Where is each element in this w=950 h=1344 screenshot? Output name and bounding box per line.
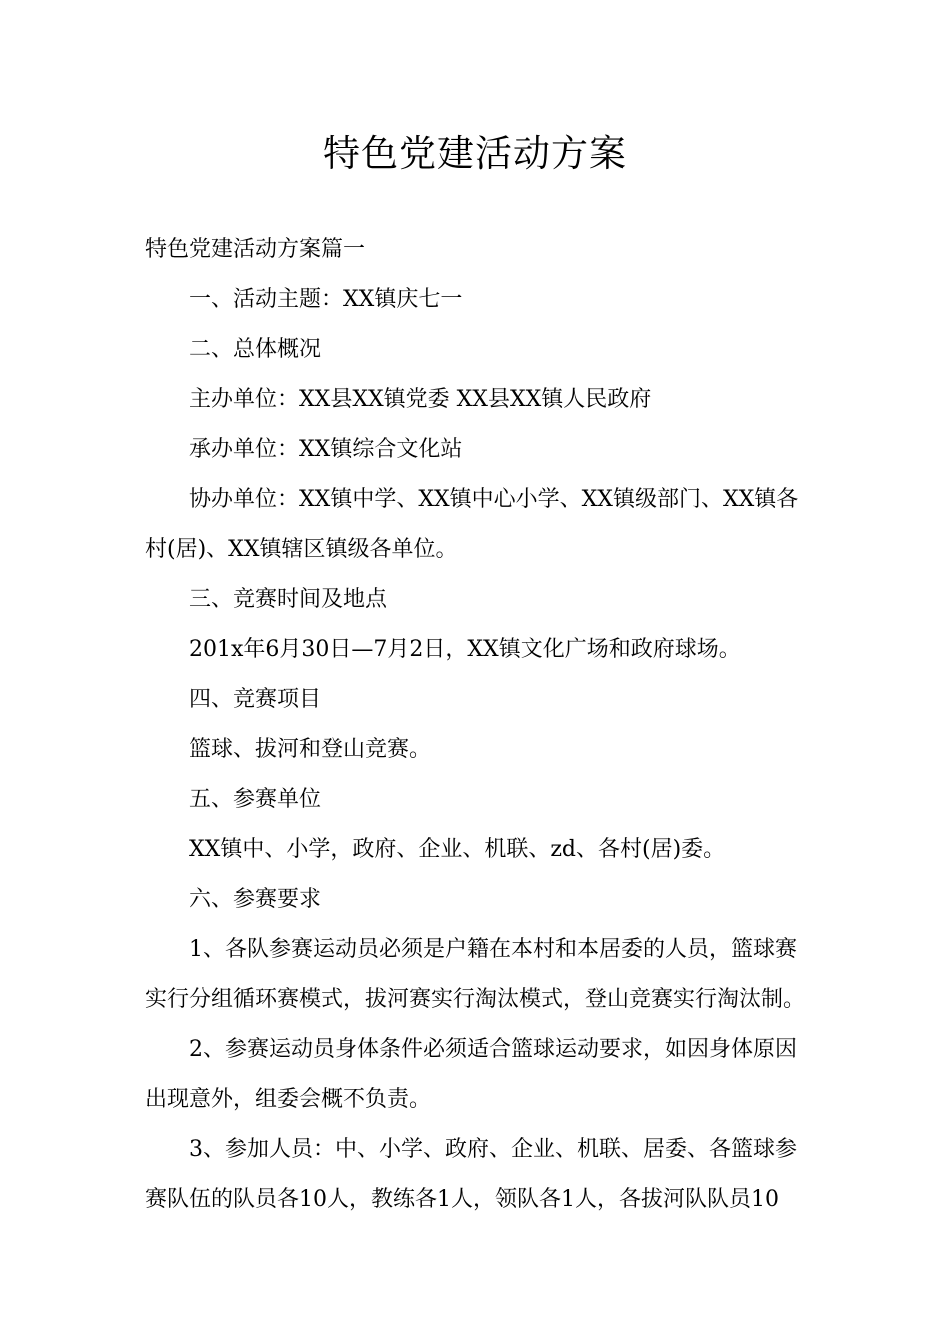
paragraph-line: 四、竞赛项目 xyxy=(189,687,322,712)
paragraph-line: 3、参加人员：中、小学、政府、企业、机联、居委、各篮球参 xyxy=(189,1137,797,1162)
paragraph-line: 协办单位：XX镇中学、XX镇中心小学、XX镇级部门、XX镇各 xyxy=(189,487,799,512)
paragraph-line: 承办单位：XX镇综合文化站 xyxy=(189,437,463,462)
paragraph-line: 主办单位：XX县XX镇党委 XX县XX镇人民政府 xyxy=(189,387,652,412)
section-heading: 特色党建活动方案篇一 xyxy=(145,237,366,262)
paragraph-line: 篮球、拔河和登山竞赛。 xyxy=(189,737,432,762)
document-title: 特色党建活动方案 xyxy=(323,132,627,175)
paragraph-line: 三、竞赛时间及地点 xyxy=(189,587,388,612)
paragraph-line: 村(居)、XX镇辖区镇级各单位。 xyxy=(145,537,458,562)
paragraph-line: 201x年6月30日—7月2日，XX镇文化广场和政府球场。 xyxy=(189,637,741,662)
paragraph-line: 出现意外，组委会概不负责。 xyxy=(145,1087,432,1112)
paragraph-line: 1、各队参赛运动员必须是户籍在本村和本居委的人员，篮球赛 xyxy=(189,937,797,962)
paragraph-line: 五、参赛单位 xyxy=(189,787,322,812)
paragraph-line: 二、总体概况 xyxy=(189,337,322,362)
paragraph-line: 实行分组循环赛模式，拔河赛实行淘汰模式，登山竞赛实行淘汰制。 xyxy=(145,987,806,1012)
paragraph-line: 2、参赛运动员身体条件必须适合篮球运动要求，如因身体原因 xyxy=(189,1037,797,1062)
paragraph-line: 六、参赛要求 xyxy=(189,887,322,912)
paragraph-line: XX镇中、小学，政府、企业、机联、zd、各村(居)委。 xyxy=(189,837,726,862)
paragraph-line: 赛队伍的队员各10人，教练各1人，领队各1人，各拔河队队员10 xyxy=(145,1187,779,1212)
paragraph-line: 一、活动主题：XX镇庆七一 xyxy=(189,287,463,312)
